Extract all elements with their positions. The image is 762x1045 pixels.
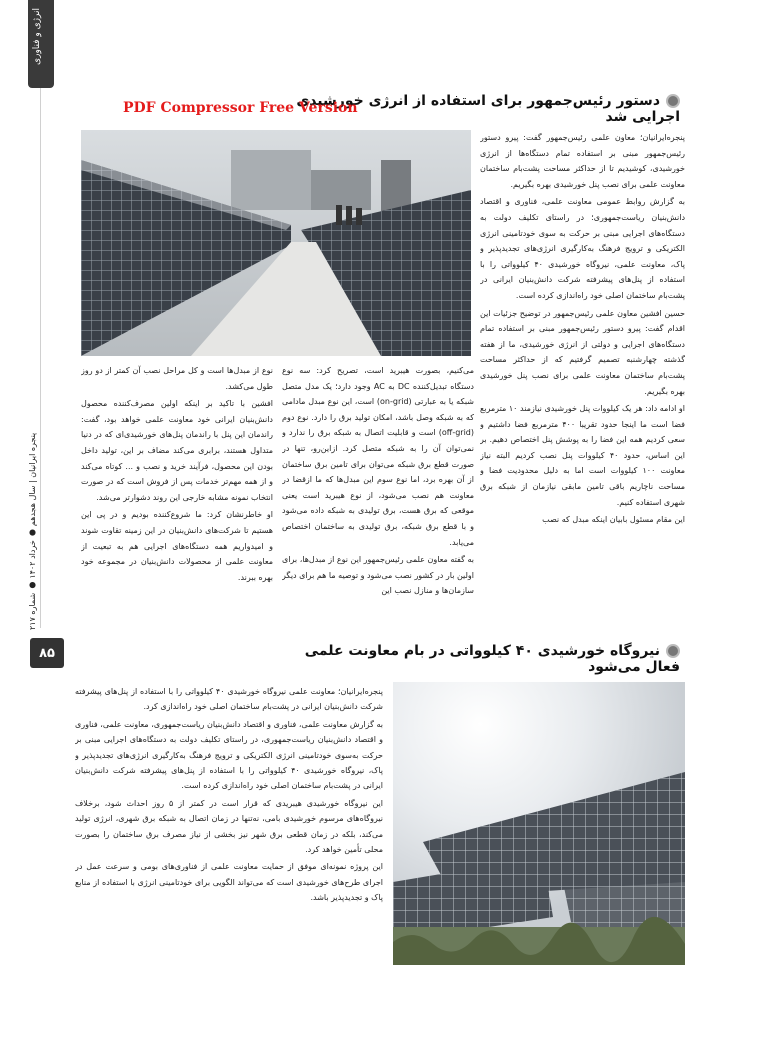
paragraph: این نیروگاه خورشیدی هیبریدی که قرار است در کمتر از ۵ روز احداث شود، برخلاف نیروگاه‌های مرسوم خورشیدی بامی، نه‌تنها در زمان اتصال به شبکه برق شهری، انرژی تولید می‌کند، بلکه در زمان قطعی برق شهر نیز بخشی از نیاز مصرف برق ساختمان را بصورت محلی تأمین خواهد کرد.	[75, 798, 383, 855]
paragraph: به گزارش روابط عمومی معاونت علمی، فناوری و اقتصاد دانش‌بنیان ریاست‌جمهوری؛ در راستای تکلیف دولت به دستگاه‌های اجرایی مبنی بر حرکت به سوی خودتامینی انرژی الکتریکی و ترویج فرهنگ به‌کارگیری انرژی‌های تجدیدپذیر و پاک، معاونت علمی، نیروگاه خورشیدی ۴۰ کیلوواتی را با استفاده از پنل‌های پیشرفته شرکت دانش‌بنیان ایرانی در پشت‌بام ساختمان اصلی خود راه‌اندازی کرده است.	[480, 197, 685, 300]
circle-bullet-icon	[666, 94, 680, 108]
paragraph: افشین با تاکید بر اینکه اولین مصرف‌کننده محصول دانش‌بنیان ایرانی خود معاونت علمی خواهد بود، گفت: راندمان این پنل با راندمان پنل‌های خورشیدی‌ای که در دنیا متداول هستند، برابری می‌کند مضاف بر این، تولید داخل بودن این محصول، فرآیند خرید و نصب و ... کوتاه می‌کند و از همه مهم‌تر خدمات پس از فروش است که در صورت انتخاب نمونه مشابه خارجی این روند دشوارتر می‌شد.	[81, 399, 273, 502]
paragraph: پنجره‌ایرانیان؛ معاون علمی رئیس‌جمهور گفت: پیرو دستور رئیس‌جمهور مبنی بر استفاده تمام دستگاه‌ها از انرژی خورشیدی، کوشیدیم تا از حداکثر مساحت پشت‌بام ساختمان معاونت علمی برای نصب پنل خورشیدی بهره بگیریم.	[480, 133, 685, 189]
paragraph: پنجره‌ایرانیان؛ معاونت علمی نیروگاه خورشیدی ۴۰ کیلوواتی را با استفاده از پنل‌های پیشرفته شرکت دانش‌بنیان ایرانی در پشت‌بام ساختمان اصلی خود راه‌اندازی کرد.	[75, 687, 383, 712]
solar-field-photo	[393, 682, 685, 965]
watermark: PDF Compressor Free Version	[123, 100, 358, 116]
magazine-info: پنجره ایرانیان | سال هجدهم ● خرداد ۱۴۰۲ ● شماره ۲۱۷	[28, 432, 37, 630]
paragraph: می‌کنیم، بصورت هیبرید است، تصریح کرد: سه نوع دستگاه تبدیل‌کننده DC به AC وجود دارد؛ یک مدل متصل شبکه یا به عبارتی (on-grid) است، این نوع مبدل مادامی که به شبکه وصل باشد، امکان تولید برق را دارد. نوع دوم (off-grid) است و قابلیت اتصال به شبکه برق را ندارد و نمی‌توان آن را به شبکه متصل کرد. ازاین‌رو، تنها در صورت قطع برق شبکه می‌توان برای تامین برق ساختمان از آن بهره برد، اما نوع سوم این مبدل‌ها که ما ازقضا در معاونت هم نصب می‌شود، از نوع هیبرید است یعنی موقعی که برق هست، برق تولیدی به شبکه داده می‌شود و با قطع برق شبکه، برق تولیدی به ساختمان اختصاص می‌یابد.	[282, 366, 474, 547]
paragraph: این پروژه نمونه‌ای موفق از حمایت معاونت علمی از فناوری‌های بومی و سرعت عمل در اجرای طرح‌های خورشیدی است که می‌تواند الگویی برای خودتامینی انرژی با استفاده از منابع پاک و تجدیدپذیر باشد.	[75, 862, 383, 903]
paragraph: حسین افشین معاون علمی رئیس‌جمهور در توضیح جزئیات این اقدام گفت: پیرو دستور رئیس‌جمهور مبنی بر استفاده تمام دستگاه‌های اجرایی و دولتی از انرژی خورشیدی، ما از هفته گذشته چهارشنبه تصمیم گرفتیم که از حداکثر مساحت پشت‌بام ساختمان معاونت علمی برای نصب پنل خورشیدی بهره بگیریم.	[480, 308, 685, 396]
section-label: انرژی و فناوری	[32, 8, 42, 65]
paragraph: این مقام مسئول بابیان اینکه مبدل که نصب	[542, 515, 685, 525]
solar-rooftop-illustration	[81, 130, 471, 356]
paragraph: او خاطرنشان کرد: ما شروع‌کننده بودیم و در پی این هستیم تا شرکت‌های دانش‌بنیان در این زمینه تقاوت شوند و امیدواریم همه دستگاه‌های اجرایی هم به تبعیت از معاونت علمی از محصولات دانش‌بنیان در مجموعه خود بهره ببرند.	[81, 510, 273, 582]
solar-field-illustration	[393, 682, 685, 965]
article1-column-right	[480, 130, 685, 598]
article2-title: نیروگاه خورشیدی ۴۰ کیلوواتی در بام معاونت علمی فعال می‌شود	[304, 643, 680, 675]
article1-column-middle	[282, 363, 474, 619]
paragraph: نوع از مبدل‌ها است و کل مراحل نصب آن کمتر از دو روز طول می‌کشد.	[81, 366, 273, 391]
circle-bullet-icon	[666, 644, 680, 658]
article2-title-row	[270, 643, 680, 675]
article2-body	[75, 684, 383, 967]
page-number: ۸۵	[30, 638, 64, 668]
paragraph: به گفته معاون علمی رئیس‌جمهور این نوع از مبدل‌ها، برای اولین بار در کشور نصب می‌شود و توصیه ما هم برای دیگر سازمان‌ها و منازل نصب این	[282, 555, 474, 596]
solar-rooftop-photo	[81, 130, 471, 356]
article1-title: دستور رئیس‌جمهور برای استفاده از انرژی خورشیدی اجرایی شد	[296, 93, 680, 125]
paragraph: به گزارش معاونت علمی، فناوری و اقتصاد دانش‌بنیان ریاست‌جمهوری، معاونت علمی، فناوری و اقتصاد دانش‌بنیان ریاست‌جمهوری، در راستای تکلیف دولت به دستگاه‌های اجرایی مبنی بر حرکت به‌سوی خودتامینی انرژی الکتریکی و ترویج فرهنگ به‌کارگیری انرژی‌های تجدیدپذیر و پاک، نیروگاه خورشیدی ۴۰ کیلوواتی را با استفاده از پنل‌های پیشرفته شرکت دانش‌بنیان ایرانی در پشت‌بام ساختمان اصلی خود راه‌اندازی کرده است.	[75, 719, 383, 791]
section-tab	[28, 0, 54, 88]
paragraph: او ادامه داد: هر یک کیلووات پنل خورشیدی نیازمند ۱۰ مترمربع فضا است ما اینجا حدود تقریبا ۴۰۰ مترمربع فضا داشتیم و سعی کردیم همه این فضا را به پوشش پنل اختصاص دهیم. بر این اساس، حدود ۴۰ کیلووات پنل نصب کردیم البته نیاز معاونت ۱۰۰ کیلووات است اما به دلیل محدودیت فضا و مساحت ناچاریم باقی تامین مابقی نیازمان از شبکه برق شهری استفاده کنیم.	[480, 404, 685, 507]
article1-column-left	[81, 363, 273, 619]
